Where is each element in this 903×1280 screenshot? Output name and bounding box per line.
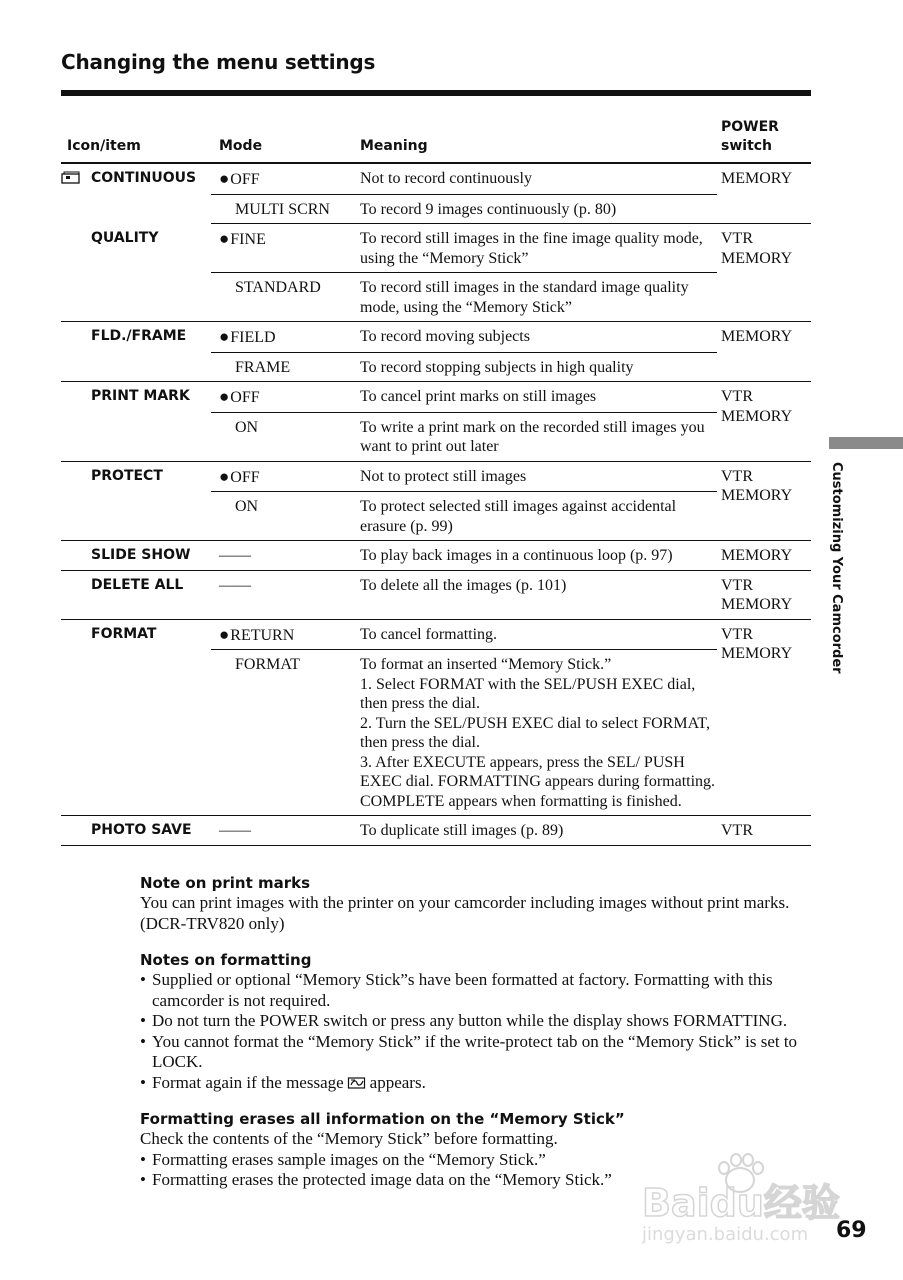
table-row xyxy=(61,322,811,353)
bullet-item: • Formatting erases the protected image data on the “Memory Stick.” xyxy=(140,1170,812,1191)
meaning-value: Not to protect still images xyxy=(352,461,717,492)
bullet-item: • Formatting erases sample images on the “Memory Stick.” xyxy=(140,1150,812,1171)
table-row xyxy=(61,461,811,492)
item-delete-all: DELETE ALL xyxy=(61,570,211,619)
meaning-value: To record 9 images continuously (p. 80) xyxy=(352,194,717,224)
meaning-value: To play back images in a continuous loop (p. 97) xyxy=(352,541,717,571)
mode-value: —— xyxy=(211,541,352,571)
power-value: MEMORY xyxy=(717,541,811,571)
meaning-value: To record moving subjects xyxy=(352,322,717,353)
mode-value: ● OFF xyxy=(219,171,260,188)
item-label: CONTINUOUS xyxy=(91,170,197,186)
title-rule xyxy=(61,90,811,96)
note-text: Check the contents of the “Memory Stick” before formatting. xyxy=(140,1129,558,1148)
bullet-text-before: Format again if the message xyxy=(152,1072,344,1092)
header-icon-item: Icon/item xyxy=(61,118,211,163)
table-row xyxy=(61,541,811,571)
item-fld-frame: FLD./FRAME xyxy=(61,322,211,382)
note-heading: Formatting erases all information on the “Memory Stick” xyxy=(140,1110,625,1128)
meaning-value: To duplicate still images (p. 89) xyxy=(352,816,717,846)
item-slide-show: SLIDE SHOW xyxy=(61,541,211,571)
note-heading: Notes on formatting xyxy=(140,951,312,969)
table-row xyxy=(61,816,811,846)
item-continuous xyxy=(61,163,211,224)
meaning-value: To cancel print marks on still images xyxy=(352,382,717,413)
side-label-text: Customizing Your Camcorder xyxy=(829,462,844,674)
item-print-mark: PRINT MARK xyxy=(61,382,211,462)
bullet-item xyxy=(140,1073,812,1094)
table-row xyxy=(61,570,811,619)
power-value: VTR MEMORY xyxy=(717,570,811,619)
table-header-row xyxy=(61,118,811,163)
mode-value: FRAME xyxy=(235,358,291,376)
meaning-value: To format an inserted “Memory Stick.” 1. Select FORMAT with the SEL/PUSH EXEC dial, then press the dial. 2. Turn the SEL/PUSH EXEC dial to select FORMAT, then press the dial. 3. After EXECUTE appears, press the SEL/ PUSH EXEC dial. FORMATTING appears during formatting. COMPLETE appears when formatting is finished. xyxy=(352,650,717,816)
continuous-shot-icon xyxy=(61,171,81,184)
mode-value: STANDARD xyxy=(235,279,321,296)
power-value: VTR MEMORY xyxy=(717,461,811,541)
mode-value: MULTI SCRN xyxy=(235,200,330,218)
meaning-value: To cancel formatting. xyxy=(352,619,717,650)
table-row xyxy=(61,163,811,194)
bullet-item: • Supplied or optional “Memory Stick”s have been formatted at factory. Formatting with this camcorder is not required. xyxy=(140,970,812,1011)
item-format: FORMAT xyxy=(61,619,211,816)
meaning-value: To record stopping subjects in high quality xyxy=(352,352,717,382)
menu-settings-table xyxy=(61,118,811,846)
power-value: VTR MEMORY xyxy=(717,619,811,816)
mode-value: ON xyxy=(235,498,259,515)
mode-value: —— xyxy=(211,570,352,619)
power-value: VTR MEMORY xyxy=(717,382,811,462)
note-text: You can print images with the printer on your camcorder including images without print marks. (DCR-TRV820 only) xyxy=(140,893,790,933)
side-section-label xyxy=(826,462,846,682)
mode-value: ● OFF xyxy=(219,389,260,406)
mode-value: ● RETURN xyxy=(219,627,294,644)
watermark-text: Baidu经验 xyxy=(642,1181,840,1225)
meaning-value: To protect selected still images against accidental erasure (p. 99) xyxy=(352,492,717,541)
table-row xyxy=(61,224,811,273)
power-value: MEMORY xyxy=(717,322,811,382)
mode-value: ● OFF xyxy=(219,469,260,486)
power-value: VTR MEMORY xyxy=(717,224,811,322)
page-title: Changing the menu settings xyxy=(61,50,376,74)
section-tab-marker xyxy=(829,437,903,449)
item-quality: QUALITY xyxy=(61,224,211,322)
mode-value: —— xyxy=(211,816,352,846)
note-print-marks xyxy=(140,873,812,934)
power-value: VTR xyxy=(717,816,811,846)
meaning-value: To write a print mark on the recorded still images you want to print out later xyxy=(352,412,717,461)
meaning-value: To record still images in the standard image quality mode, using the “Memory Stick” xyxy=(352,273,717,322)
header-meaning: Meaning xyxy=(352,118,717,163)
meaning-value: To delete all the images (p. 101) xyxy=(352,570,717,619)
mode-value: ● FIELD xyxy=(219,329,276,346)
baidu-watermark-logo xyxy=(640,1150,840,1245)
header-mode: Mode xyxy=(211,118,352,163)
table-row xyxy=(61,382,811,413)
bullet-item: • Do not turn the POWER switch or press any button while the display shows FORMATTING. xyxy=(140,1011,812,1032)
header-power-switch: POWER switch xyxy=(717,118,811,163)
note-formatting xyxy=(140,950,812,1093)
meaning-value: Not to record continuously xyxy=(352,163,717,194)
meaning-value: To record still images in the fine image quality mode, using the “Memory Stick” xyxy=(352,224,717,273)
bullet-item: • You cannot format the “Memory Stick” if the write-protect tab on the “Memory Stick” is set to LOCK. xyxy=(140,1032,812,1073)
item-protect: PROTECT xyxy=(61,461,211,541)
table-row xyxy=(61,619,811,650)
watermark-url: jingyan.baidu.com xyxy=(642,1224,809,1245)
power-value: MEMORY xyxy=(717,163,811,224)
mode-value: ● FINE xyxy=(219,231,266,248)
note-heading: Note on print marks xyxy=(140,874,311,892)
mode-value: ON xyxy=(235,418,259,436)
memory-stick-format-error-icon xyxy=(347,1076,367,1090)
bullet-text-after: appears. xyxy=(369,1072,426,1092)
item-photo-save: PHOTO SAVE xyxy=(61,816,211,846)
page-number: 69 xyxy=(836,1218,867,1243)
mode-value: FORMAT xyxy=(235,656,300,673)
